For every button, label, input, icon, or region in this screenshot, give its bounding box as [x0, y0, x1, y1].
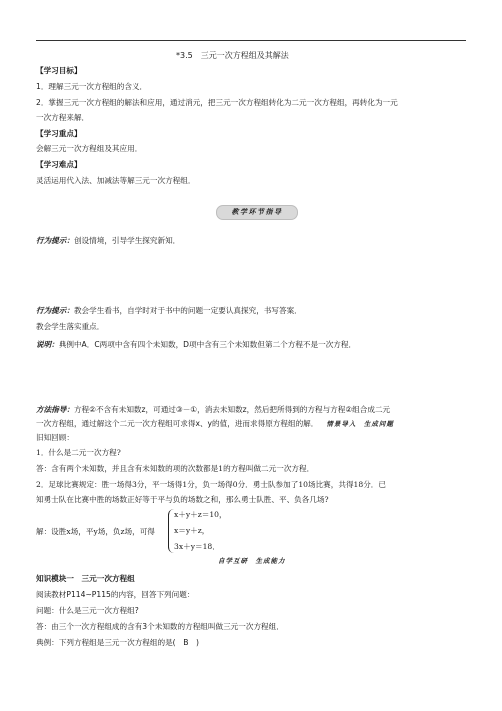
tip-2 [36, 306, 302, 315]
goal-2-line2: 一次方程来解． [36, 113, 90, 122]
goals-heading: 【学习目标】 [36, 66, 82, 75]
difficulty-heading: 【学习难点】 [36, 160, 82, 169]
goal-1: 1．理解三元一次方程组的含义． [36, 82, 148, 91]
goal-2-line1: 2．掌握三元一次方程组的解法和应用，通过消元，把三元一次方程组转化为二元一次方程组，再转化为一元 [36, 98, 398, 107]
tip-1-label: 行为提示： [36, 236, 74, 245]
review-q1: 1．什么是二元一次方程? [36, 448, 121, 457]
tip-2-line2: 教会学生落实重点． [36, 322, 105, 331]
module-reading: 阅读教材P114~P115的内容，回答下列问题： [36, 590, 195, 599]
review-q2-line1: 2．足球比赛规定：胜一场得3分，平一场得1分，负一场得0分．勇士队参加了10场比赛，共得18分．已 [36, 480, 386, 489]
equation-1: x＋y＋z＝10， [174, 510, 227, 519]
method-text-line2: 一次方程组，通过解这个二元一次方程组可求得x、y的值，进而求得原方程组的解． [36, 419, 319, 428]
teaching-guide-badge: 教学环节指导 [216, 205, 298, 220]
self-study-tag: 自学互研 生成能力 [218, 557, 286, 565]
tip-1 [36, 236, 180, 245]
key-text: 会解三元一次方程组及其应用． [36, 144, 143, 153]
solution-prefix: 解：设胜x场，平y场，负z场，可得 [36, 527, 155, 536]
review-q2-line2: 知勇士队在比赛中胜的场数正好等于平与负的场数之和，那么勇士队胜、平、负各几场? [36, 495, 329, 504]
tip-2-text: 教会学生看书，自学时对于书中的问题一定要认真探究，书写答案． [73, 306, 302, 315]
note-label: 说明： [36, 340, 59, 349]
tip-2-label: 行为提示： [36, 306, 74, 315]
module-example: 典例：下列方程组是三元一次方程组的是( B ) [36, 638, 200, 647]
equation-3: 3x＋y＝18． [174, 542, 220, 551]
note [36, 340, 356, 349]
tip-1-text: 创设情境，引导学生探究新知． [73, 236, 181, 245]
header-rule [36, 40, 466, 41]
difficulty-text: 灵活运用代入法、加减法等解三元一次方程组． [36, 176, 196, 185]
note-text: 典例中A．C两项中含有四个未知数，D项中含有三个未知数但第二个方程不是一次方程． [58, 340, 357, 349]
module-answer: 答：由三个一次方程组成的含有3个未知数的方程组叫做三元一次方程组． [36, 622, 284, 631]
review-a1: 答：含有两个未知数，并且含有未知数的项的次数都是1的方程叫做二元一次方程． [36, 464, 315, 473]
page-title: *3.5 三元一次方程组及其解法 [176, 51, 289, 60]
method-text-line1: 方程②不含有未知数z，可通过③－①，消去未知数z，然后把所得到的方程与方程②组合成二元 [73, 405, 391, 414]
equation-2: x＝y＋z， [174, 526, 210, 535]
method-line2 [36, 419, 394, 429]
review-heading: 旧知回顾： [36, 433, 74, 442]
module-heading: 知识模块一 三元一次方程组 [36, 574, 135, 583]
module-question: 问题：什么是三元一次方程组? [36, 606, 139, 615]
method-guide [36, 405, 390, 414]
method-tag: 情景导入 生成问题 [326, 420, 394, 428]
method-label: 方法指导： [36, 405, 74, 414]
key-heading: 【学习重点】 [36, 129, 82, 138]
